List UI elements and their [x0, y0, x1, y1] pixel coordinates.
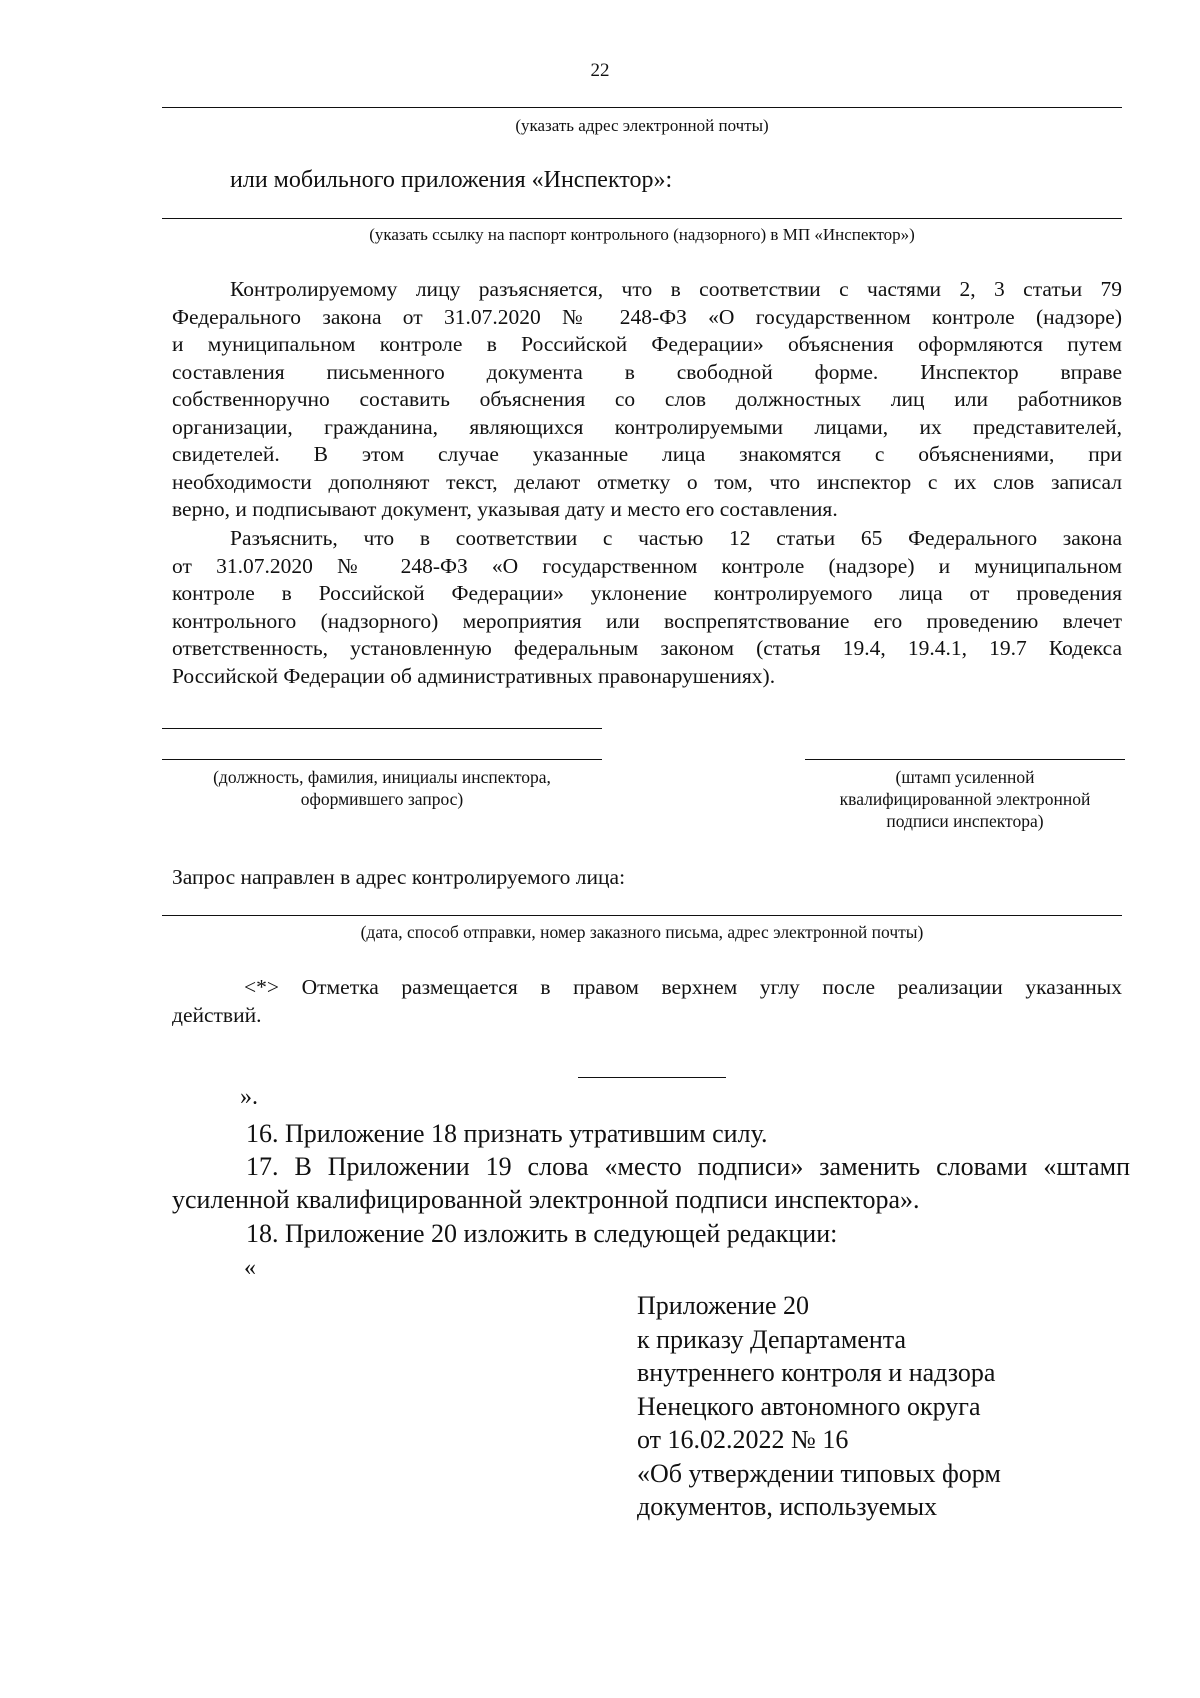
request-sent-line: Запрос направлен в адрес контролируемого лица:: [172, 865, 626, 889]
paragraph-line: необходимости дополняют текст, делают отметку о том, что инспектор с их слов записал: [172, 469, 1122, 494]
dispatch-underline: [162, 915, 1122, 916]
caption-line: (штамп усиленной: [895, 767, 1035, 787]
footnote-line: <*> Отметка размещается в правом верхнем углу после реализации указанных: [244, 975, 1122, 999]
opening-quote: «: [244, 1255, 256, 1281]
explanation-paragraph: [172, 276, 1122, 524]
appendix-line: Ненецкого автономного округа: [637, 1391, 981, 1421]
paragraph-line: контроле в Российской Федерации» уклонение контролируемого лица от проведения: [172, 581, 1122, 605]
paragraph-line: собственноручно составить объяснения со слов должностных лиц или работников: [172, 387, 1122, 411]
passport-underline: [162, 218, 1122, 219]
paragraph-line: и муниципальном контроле в Российской Федерации» объяснения оформляются путем: [172, 332, 1122, 356]
mobile-app-line: или мобильного приложения «Инспектор»:: [230, 167, 673, 193]
caption-line: квалифицированной электронной: [839, 789, 1091, 809]
email-underline: [162, 107, 1122, 108]
passport-caption: (указать ссылку на паспорт контрольного (надзорного) в МП «Инспектор»): [369, 225, 915, 244]
item-line: усиленной квалифицированной электронной подписи инспектора».: [172, 1185, 920, 1214]
evasion-paragraph: [172, 525, 1122, 690]
paragraph-line: составления письменного документа в свободной форме. Инспектор вправе: [172, 359, 1122, 384]
paragraph-line: контрольного (надзорного) мероприятия или воспрепятствование его проведению влечет: [172, 608, 1122, 633]
inspector-signature-line-lower: [162, 759, 602, 760]
closing-quote: ».: [240, 1084, 258, 1110]
appendix-line: к приказу Департамента: [637, 1324, 907, 1354]
page-number: 22: [590, 60, 610, 81]
appendix-line: внутреннего контроля и надзора: [637, 1358, 996, 1387]
paragraph-line: ответственность, установленную федеральным законом (статья 19.4, 19.4.1, 19.7 Кодекса: [172, 636, 1122, 660]
footnote-line: действий.: [172, 1002, 262, 1027]
stamp-line: [805, 759, 1125, 760]
appendix-line: «Об утверждении типовых форм: [637, 1458, 1001, 1488]
item-16: 16. Приложение 18 признать утратившим силу.: [246, 1119, 768, 1148]
paragraph-line: Федерального закона от 31.07.2020 № 248-ФЗ «О государственном контроле (надзоре): [172, 304, 1122, 329]
section-separator: [578, 1077, 726, 1078]
email-caption: (указать адрес электронной почты): [515, 116, 769, 135]
paragraph-line: организации, гражданина, являющихся контролируемыми лицами, их представителей,: [172, 414, 1122, 439]
inspector-caption: [162, 766, 602, 810]
appendix-header: [637, 1289, 1097, 1524]
appendix-line: от 16.02.2022 № 16: [637, 1425, 849, 1454]
caption-line: (должность, фамилия, инициалы инспектора,: [213, 767, 551, 787]
item-line: 17. В Приложении 19 слова «место подписи» заменить словами «штамп: [246, 1152, 1130, 1181]
paragraph-line: верно, и подписывают документ, указывая дату и место его составления.: [172, 497, 838, 521]
caption-line: подписи инспектора): [886, 811, 1044, 831]
paragraph-line: Контролируемому лицу разъясняется, что в соответствии с частями 2, 3 статьи 79: [230, 277, 1122, 301]
appendix-line: Приложение 20: [637, 1291, 810, 1320]
caption-line: оформившего запрос): [300, 789, 464, 809]
dispatch-caption: (дата, способ отправки, номер заказного письма, адрес электронной почты): [360, 922, 924, 942]
item-17: [172, 1150, 1130, 1216]
appendix-line: документов, используемых: [637, 1492, 938, 1521]
item-18: 18. Приложение 20 изложить в следующей редакции:: [246, 1219, 838, 1248]
inspector-signature-line-upper: [162, 728, 602, 729]
paragraph-line: Российской Федерации об административных правонарушениях).: [172, 663, 776, 688]
paragraph-line: свидетелей. В этом случае указанные лица знакомятся с объяснениями, при: [172, 442, 1122, 466]
paragraph-line: от 31.07.2020 № 248-ФЗ «О государственном контроле (надзоре) и муниципальном: [172, 553, 1122, 578]
stamp-caption: [790, 766, 1140, 832]
footnote: [172, 974, 1122, 1029]
paragraph-line: Разъяснить, что в соответствии с частью 12 статьи 65 Федерального закона: [230, 526, 1122, 550]
